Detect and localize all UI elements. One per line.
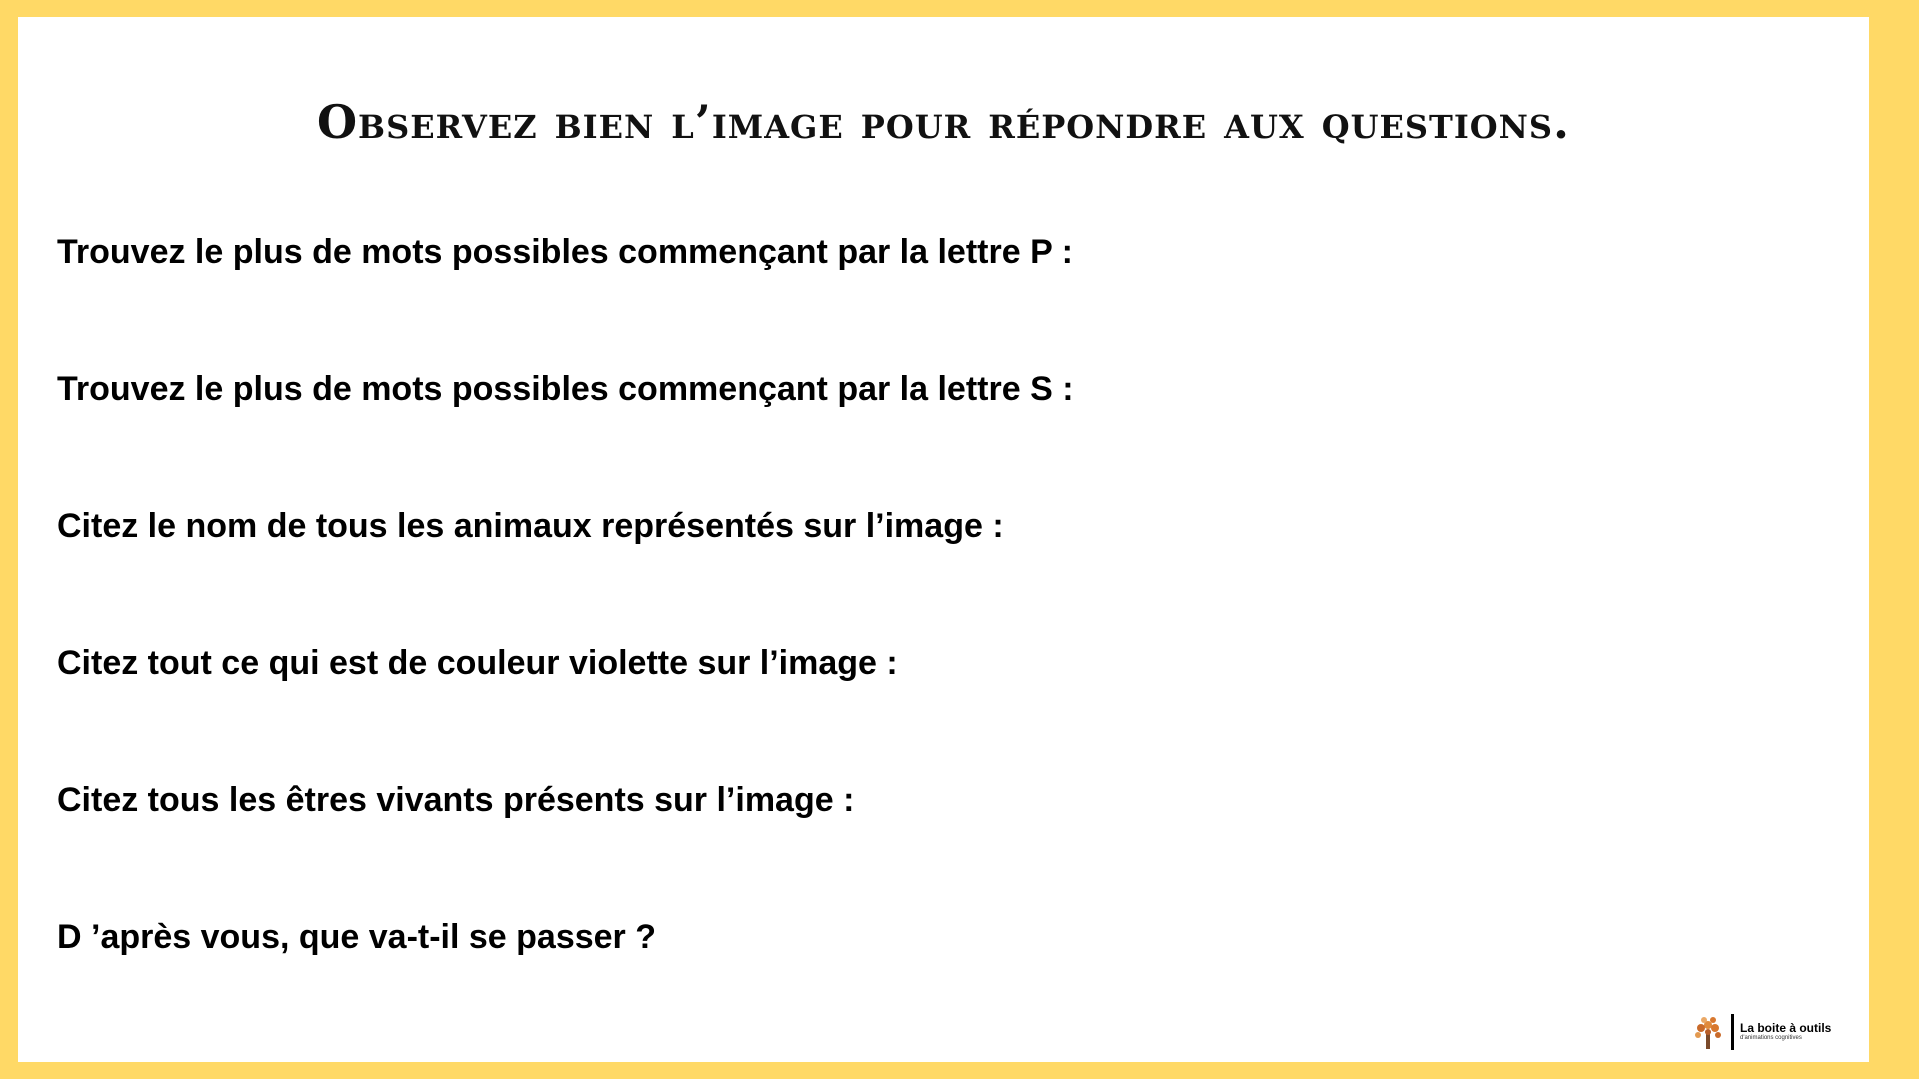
page-title: Observez bien l’image pour répondre aux questions. bbox=[316, 95, 1571, 149]
question-animals: Citez le nom de tous les animaux représentés sur l’image : bbox=[57, 507, 1004, 545]
logo-name: La boite à outils bbox=[1740, 1021, 1832, 1036]
logo-tagline: d'animations cognitives bbox=[1740, 1035, 1802, 1042]
logo-text bbox=[1740, 1022, 1831, 1042]
logo-divider bbox=[1731, 1014, 1734, 1050]
question-what-next: D ’après vous, que va-t-il se passer ? bbox=[57, 918, 657, 956]
question-living-beings: Citez tous les êtres vivants présents sur l’image : bbox=[57, 781, 855, 819]
tree-icon bbox=[1689, 1013, 1727, 1051]
brand-logo bbox=[1689, 1012, 1839, 1052]
question-purple: Citez tout ce qui est de couleur violette sur l’image : bbox=[57, 644, 898, 682]
question-letter-s: Trouvez le plus de mots possibles commençant par la lettre S : bbox=[57, 370, 1074, 408]
question-letter-p: Trouvez le plus de mots possibles commençant par la lettre P : bbox=[57, 233, 1073, 271]
slide bbox=[18, 17, 1869, 1062]
